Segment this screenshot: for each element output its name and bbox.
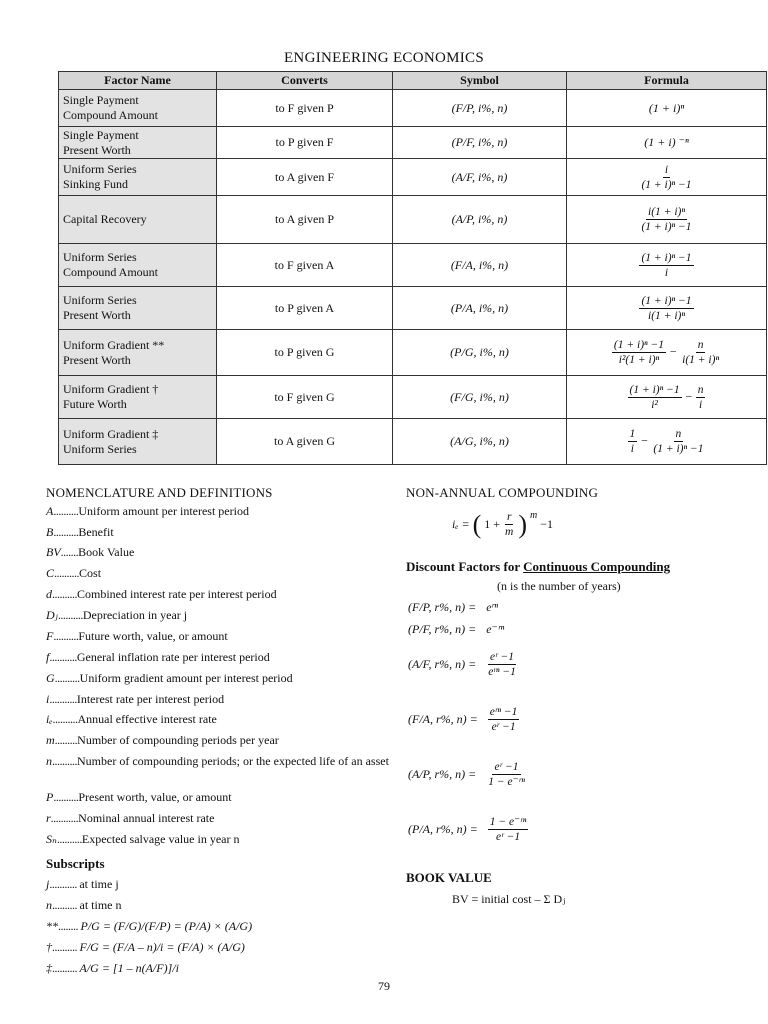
formula-fraction <box>486 650 518 679</box>
continuous-lhs: (F/A, r%, n) = <box>408 712 478 726</box>
continuous-lhs: (A/F, r%, n) = <box>408 657 477 671</box>
r-over-m <box>503 510 515 539</box>
continuous-row <box>408 650 518 679</box>
continuous-note: (n is the number of years) <box>497 579 621 593</box>
definition-dots: .......... <box>53 504 79 518</box>
definition-dots: .......... <box>52 712 78 726</box>
definition-symbol: Sₙ <box>46 832 57 846</box>
formula-fraction <box>486 760 527 789</box>
fraction-denominator: i² <box>651 398 658 411</box>
formula-cell <box>567 244 767 287</box>
effective-rate-formula <box>452 510 553 539</box>
fraction-numerator: n <box>697 383 704 396</box>
factor-name-line1: Uniform Gradient ** <box>63 337 165 352</box>
factor-name-cell <box>59 159 217 196</box>
factor-name-line2: Future Worth <box>63 397 127 411</box>
converts-cell: to P given A <box>217 287 393 330</box>
factor-name-cell <box>59 376 217 419</box>
fraction-denominator: i <box>630 443 634 455</box>
fraction-denominator: (1 + i)ⁿ −1 <box>641 178 692 191</box>
definition-item <box>46 504 376 519</box>
definition-symbol: f <box>46 650 50 664</box>
definition-item <box>46 525 376 540</box>
definition-symbol: F <box>46 629 54 643</box>
page-title: ENGINEERING ECONOMICS <box>283 50 485 66</box>
definition-text: Combined interest rate per interest period <box>77 587 277 601</box>
factor-name-line2: Present Worth <box>63 142 131 157</box>
definition-text: Uniform amount per interest period <box>78 504 249 518</box>
nomenclature-heading: NOMENCLATURE AND DEFINITIONS <box>46 485 273 500</box>
factor-name-line1: Uniform Series <box>63 162 137 176</box>
formula-fraction <box>628 383 682 412</box>
table-header-row <box>59 72 767 90</box>
table-row <box>59 376 767 419</box>
subscript-item <box>46 961 376 976</box>
definition-text: Number of compounding periods; or the expected life of an asset <box>77 754 389 768</box>
formula-cell <box>567 376 767 419</box>
subscript-symbol: ‡ <box>46 961 52 975</box>
symbol-cell: (P/F, i%, n) <box>393 127 567 159</box>
definition-dots: .......... <box>53 790 79 804</box>
definition-symbol: r <box>46 811 51 825</box>
definition-item <box>46 811 376 826</box>
factor-name-line2: Present Worth <box>63 308 131 322</box>
subscript-text: F/G = (F/A – n)/i = (F/A) × (A/G) <box>79 940 245 954</box>
continuous-heading-prefix: Discount Factors for <box>406 559 524 574</box>
symbol-cell: (A/P, i%, n) <box>393 196 567 244</box>
subscript-symbol: † <box>46 940 52 954</box>
table-row <box>59 287 767 330</box>
continuous-expr: e⁻ʳⁿ <box>486 622 505 636</box>
definition-item <box>46 545 376 560</box>
definition-text: Annual effective interest rate <box>77 712 217 726</box>
page-number: 79 <box>378 979 390 993</box>
subscript-item <box>46 898 376 913</box>
fraction-denominator: 1 − e⁻ʳⁿ <box>488 776 525 788</box>
definition-symbol: Dⱼ <box>46 608 58 622</box>
minus-sign: − <box>637 433 652 448</box>
formula-cell <box>567 330 767 376</box>
table-row <box>59 330 767 376</box>
table-row <box>59 419 767 465</box>
factor-name-line2: Compound Amount <box>63 108 159 122</box>
definition-symbol: iₑ <box>46 712 53 726</box>
factor-name-line2: Sinking Fund <box>63 177 129 191</box>
formula-cell <box>567 287 767 330</box>
definition-item <box>46 650 376 665</box>
subscript-text: at time j <box>79 877 119 891</box>
converts-cell: to F given A <box>217 244 393 287</box>
definition-dots: .......... <box>54 671 80 685</box>
symbol-cell: (F/P, i%, n) <box>393 90 567 127</box>
fraction-numerator: (1 + i)ⁿ −1 <box>629 383 680 396</box>
factor-name-cell <box>59 127 217 159</box>
definition-text: Expected salvage value in year n <box>81 832 240 846</box>
subscript-item <box>46 877 376 892</box>
converts-cell: to F given P <box>217 90 393 127</box>
definition-item <box>46 587 376 602</box>
subscript-text: A/G = [1 – n(A/F)]/i <box>79 961 179 975</box>
converts-cell: to P given F <box>217 127 393 159</box>
fraction-numerator: n <box>675 428 682 440</box>
definition-symbol: P <box>46 790 54 804</box>
continuous-row <box>408 600 498 615</box>
continuous-row <box>408 815 528 844</box>
formula-cell <box>567 196 767 244</box>
definition-dots: .......... <box>54 566 80 580</box>
factor-name-line1: Single Payment <box>63 93 139 107</box>
definition-dots: ........... <box>50 811 79 825</box>
definition-dots: .......... <box>56 832 82 846</box>
minus-sign: − <box>681 388 696 403</box>
definition-text: Depreciation in year j <box>82 608 188 622</box>
definition-text: Interest rate per interest period <box>76 692 225 706</box>
factor-name-cell <box>59 244 217 287</box>
book-value-heading: BOOK VALUE <box>406 870 492 885</box>
subscript-item <box>46 919 376 934</box>
header-symbol: Symbol <box>393 72 567 90</box>
fraction-numerator: r <box>506 511 512 523</box>
paren-open: ( <box>472 509 482 539</box>
converts-cell: to F given G <box>217 376 393 419</box>
subscript-item <box>46 940 376 955</box>
factor-name-line1: Uniform Gradient † <box>63 382 159 396</box>
non-annual-heading: NON-ANNUAL COMPOUNDING <box>406 485 599 500</box>
formula-fraction <box>696 383 706 412</box>
formula-fraction <box>639 205 693 234</box>
paren-close: ) <box>518 509 528 539</box>
factor-name-line2: Compound Amount <box>63 265 159 279</box>
formula-fraction <box>639 294 693 323</box>
definition-dots: .......... <box>52 587 77 601</box>
symbol-cell: (F/A, i%, n) <box>393 244 567 287</box>
one-plus: 1 + <box>484 517 501 531</box>
definition-item <box>46 671 376 686</box>
continuous-row <box>408 760 527 789</box>
subscript-text: P/G = (F/G)/(F/P) = (P/A) × (A/G) <box>80 919 253 933</box>
continuous-row <box>408 622 504 637</box>
definition-symbol: m <box>46 733 55 747</box>
definition-symbol: n <box>46 754 52 768</box>
fraction-numerator: eʳ −1 <box>494 761 519 773</box>
factor-name-cell <box>59 287 217 330</box>
formula-cell <box>567 159 767 196</box>
continuous-lhs: (F/P, r%, n) = <box>408 600 477 614</box>
table-row <box>59 196 767 244</box>
definition-text: Book Value <box>78 545 135 559</box>
continuous-heading <box>406 559 670 575</box>
formula-fraction <box>680 338 721 367</box>
formula-cell: (1 + i) ⁻ⁿ <box>567 127 767 159</box>
definition-dots: ........... <box>49 650 77 664</box>
converts-cell: to A given G <box>217 419 393 465</box>
fraction-numerator: (1 + i)ⁿ −1 <box>613 339 665 351</box>
definition-symbol: A <box>46 504 54 518</box>
converts-cell: to A given F <box>217 159 393 196</box>
definition-dots: ....... <box>60 545 79 559</box>
formula-fraction <box>639 251 693 280</box>
fraction-numerator: (1 + i)ⁿ −1 <box>641 251 692 264</box>
fraction-numerator: eʳⁿ −1 <box>489 706 518 718</box>
fraction-numerator: (1 + i)ⁿ −1 <box>641 294 692 307</box>
header-converts: Converts <box>217 72 393 90</box>
definition-text: Uniform gradient amount per interest period <box>79 671 293 685</box>
factor-name-line1: Uniform Series <box>63 250 137 264</box>
fraction-denominator: i <box>664 266 669 279</box>
factor-name-line1: Capital Recovery <box>63 212 147 226</box>
continuous-row <box>408 705 519 734</box>
header-formula: Formula <box>567 72 767 90</box>
fraction-numerator: 1 − e⁻ʳⁿ <box>489 816 527 828</box>
definition-text: Present worth, value, or amount <box>78 790 232 804</box>
symbol-cell: (A/F, i%, n) <box>393 159 567 196</box>
fraction-denominator: i(1 + i)ⁿ <box>648 309 685 322</box>
factor-name-cell <box>59 419 217 465</box>
fraction-numerator: n <box>697 339 704 351</box>
subscript-symbol: j <box>46 877 50 891</box>
factor-name-cell <box>59 330 217 376</box>
table-row <box>59 244 767 287</box>
subscripts-heading: Subscripts <box>46 856 105 871</box>
symbol-cell: (A/G, i%, n) <box>393 419 567 465</box>
definition-item <box>46 790 376 805</box>
factor-name-line1: Uniform Series <box>63 293 137 307</box>
factor-table <box>58 71 767 465</box>
definition-symbol: B <box>46 525 54 539</box>
fraction-numerator: 1 <box>629 428 636 440</box>
definition-symbol: BV <box>46 545 61 559</box>
formula-cell <box>567 419 767 465</box>
converts-cell: to P given G <box>217 330 393 376</box>
definition-text: Number of compounding periods per year <box>77 733 279 747</box>
subscript-dots: ........ <box>58 919 81 933</box>
formula-fraction <box>628 427 638 456</box>
fraction-denominator: eʳ −1 <box>491 721 516 733</box>
continuous-lhs: (A/P, r%, n) = <box>408 767 477 781</box>
subscript-dots: ........... <box>49 877 80 891</box>
symbol-cell: (P/A, i%, n) <box>393 287 567 330</box>
header-factor-name: Factor Name <box>59 72 217 90</box>
continuous-lhs: (P/F, r%, n) = <box>408 622 477 636</box>
effective-rate-lhs: iₑ = <box>452 517 470 531</box>
subscript-symbol: n <box>46 898 52 912</box>
table-row <box>59 90 767 127</box>
subscript-dots: .......... <box>52 940 80 954</box>
factor-name-cell <box>59 196 217 244</box>
fraction-numerator: i(1 + i)ⁿ <box>648 206 685 218</box>
fraction-denominator: eʳⁿ −1 <box>488 666 516 678</box>
definition-dots: .......... <box>53 629 79 643</box>
definition-item <box>46 566 376 581</box>
fraction-denominator: m <box>505 526 514 538</box>
minus-sign: − <box>666 344 681 359</box>
factor-name-cell <box>59 90 217 127</box>
subscript-text: at time n <box>79 898 122 912</box>
fraction-denominator: i <box>699 398 703 411</box>
exponent-m: m <box>530 510 538 521</box>
converts-cell: to A given P <box>217 196 393 244</box>
definition-symbol: i <box>46 692 50 706</box>
definition-symbol: C <box>46 566 55 580</box>
definition-text: Benefit <box>78 525 114 539</box>
subscript-symbol: ** <box>46 919 58 933</box>
definition-dots: .......... <box>52 754 77 768</box>
definition-item <box>46 629 376 644</box>
continuous-heading-underlined: Continuous Compounding <box>523 559 671 574</box>
fraction-denominator: eʳ −1 <box>496 831 521 843</box>
fraction-denominator: (1 + i)ⁿ −1 <box>653 443 704 455</box>
factor-name-line2: Present Worth <box>63 352 131 367</box>
formula-fraction <box>488 815 529 844</box>
subscript-dots: .......... <box>52 898 80 912</box>
factor-name-line1: Uniform Gradient ‡ <box>63 426 159 441</box>
definition-item <box>46 754 410 769</box>
subscript-dots: .......... <box>52 961 80 975</box>
formula-fraction <box>639 163 693 192</box>
table-row <box>59 159 767 196</box>
definition-dots: ........... <box>49 692 77 706</box>
symbol-cell: (P/G, i%, n) <box>393 330 567 376</box>
formula-fraction <box>651 427 705 456</box>
formula-cell: (1 + i)ⁿ <box>567 90 767 127</box>
fraction-denominator: i(1 + i)ⁿ <box>682 354 720 366</box>
table-row <box>59 127 767 159</box>
definition-symbol: G <box>46 671 55 685</box>
definition-item <box>46 832 376 847</box>
factor-name-line2: Uniform Series <box>63 441 137 456</box>
definition-text: General inflation rate per interest period <box>76 650 270 664</box>
definition-dots: .......... <box>53 525 79 539</box>
factor-name-line1: Single Payment <box>63 127 139 142</box>
symbol-cell: (F/G, i%, n) <box>393 376 567 419</box>
continuous-lhs: (P/A, r%, n) = <box>408 822 478 836</box>
fraction-denominator: i²(1 + i)ⁿ <box>618 354 660 366</box>
continuous-expr: eʳⁿ <box>486 600 498 614</box>
definition-dots: ......... <box>54 733 78 747</box>
formula-fraction <box>488 705 520 734</box>
definition-item <box>46 712 376 727</box>
formula-fraction <box>612 338 666 367</box>
definition-item <box>46 692 376 707</box>
definition-dots: .......... <box>57 608 83 622</box>
fraction-denominator: (1 + i)ⁿ −1 <box>641 221 692 233</box>
fraction-numerator: eʳ −1 <box>490 651 515 663</box>
minus-one: −1 <box>540 517 554 531</box>
definition-text: Cost <box>79 566 102 580</box>
definition-text: Future worth, value, or amount <box>78 629 228 643</box>
fraction-numerator: i <box>664 163 669 176</box>
book-value-formula: BV = initial cost – Σ Dⱼ <box>452 892 566 906</box>
definition-text: Nominal annual interest rate <box>78 811 215 825</box>
definition-item <box>46 733 376 748</box>
definition-symbol: d <box>46 587 52 601</box>
definition-item <box>46 608 376 623</box>
